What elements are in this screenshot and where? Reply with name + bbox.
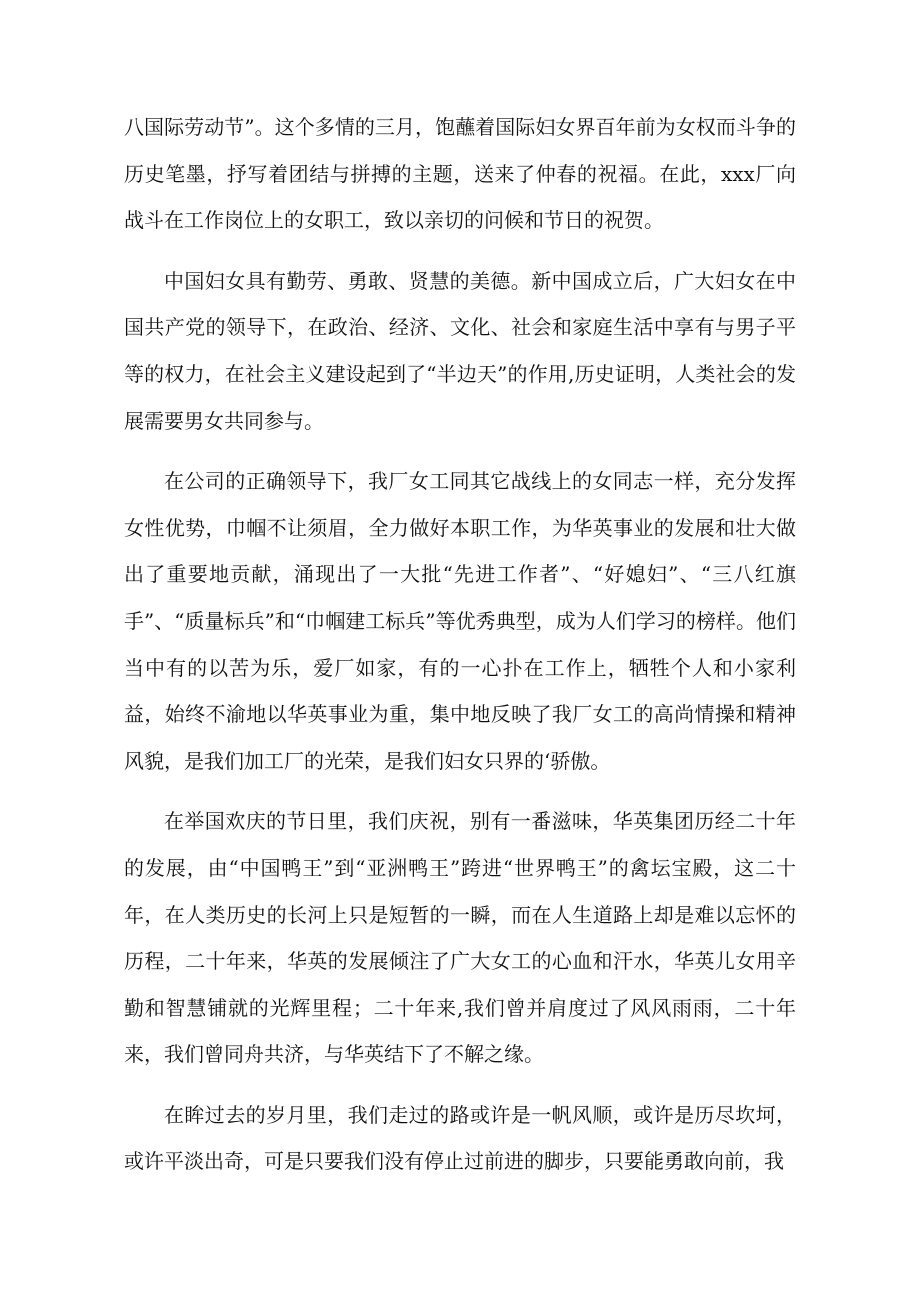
paragraph-3: 在公司的正确领导下，我厂女工同其它战线上的女同志一样，充分发挥女性优势，巾帼不让须眉，全力做好本职工作，为华英事业的发展和壮大做出了重要地贡献，涌现出了一大批“先进工作者”、“好媳妇”、“三八红旗手”、“质量标兵”和“巾帼建工标兵”等优秀典型，成为人们学习的榜样。他们当中有的以苦为乐，爱厂如家，有的一心扑在工作上，牺牲个人和小家利益，始终不渝地以华英事业为重，集中地反映了我厂女工的高尚情操和精神风貌，是我们加工厂的光荣，是我们妇女只界的‘骄傲。	[124, 469, 796, 773]
document-body	[124, 104, 796, 1199]
paragraph-1: 八国际劳动节”。这个多情的三月，饱蘸着国际妇女界百年前为女权而斗争的历史笔墨，抒写着团结与拼搏的主题，送来了仲春的祝福。在此，xxx厂向战斗在工作岗位上的女职工，致以亲切的问候和节日的祝贺。	[124, 115, 796, 233]
paragraph-4: 在举国欢庆的节日里，我们庆祝，别有一番滋味，华英集团历经二十年的发展，由“中国鸭王”到“亚洲鸭王”跨进“世界鸭王”的禽坛宝殿，这二十年，在人类历史的长河上只是短暂的一瞬，而在人生道路上却是难以忘怀的历程，二十年来，华英的发展倾注了广大女工的心血和汗水，华英儿女用辛勤和智慧铺就的光辉里程；二十年来,我们曾并肩度过了风风雨雨，二十年来，我们曾同舟共济，与华英结下了不解之缘。	[124, 809, 796, 1067]
paragraph-2: 中国妇女具有勤劳、勇敢、贤慧的美德。新中国成立后，广大妇女在中国共产党的领导下，在政治、经济、文化、社会和家庭生活中享有与男子平等的权力，在社会主义建设起到了“半边天”的作用,历史证明，人类社会的发展需要男女共同参与。	[124, 268, 796, 433]
paragraph-5: 在眸过去的岁月里，我们走过的路或许是一帆风顺，或许是历尽坎坷，或许平淡出奇，可是只要我们没有停止过前进的脚步，只要能勇敢向前，我	[124, 1102, 796, 1174]
